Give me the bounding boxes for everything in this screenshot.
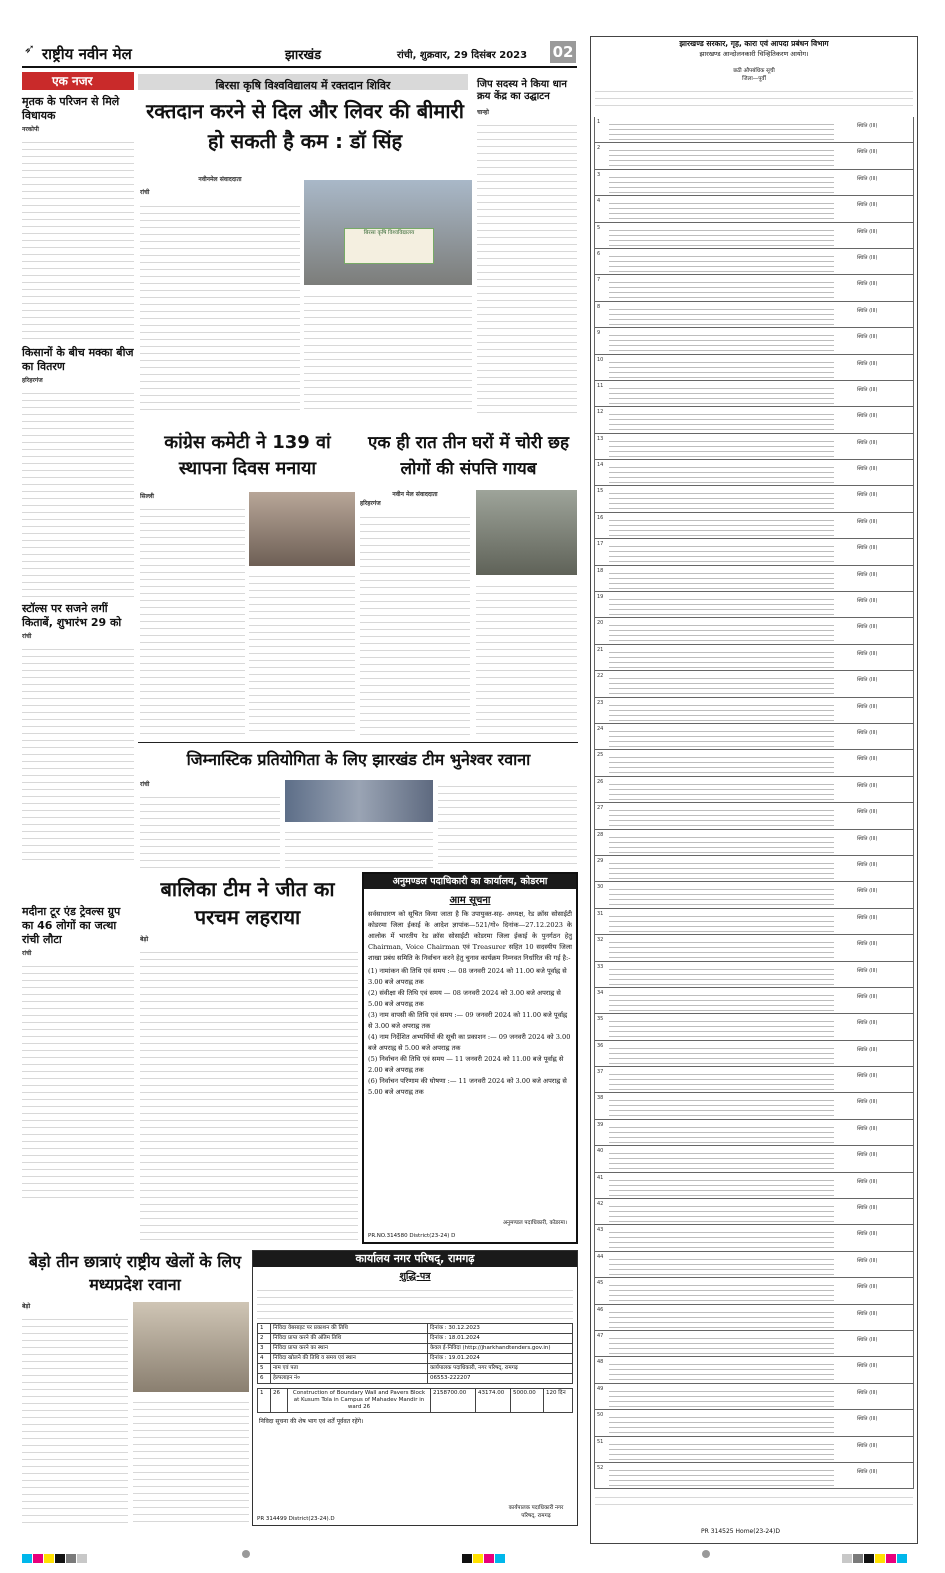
- list-serial: 6: [597, 250, 601, 257]
- article-photo: [285, 780, 433, 822]
- list-item: [594, 856, 914, 882]
- list-item: [594, 1463, 914, 1489]
- list-item: [594, 539, 914, 565]
- sidebar-item: [22, 346, 134, 601]
- list-item: [594, 1120, 914, 1146]
- list-item: [594, 143, 914, 169]
- article-headline: जिम्नास्टिक प्रतियोगिता के लिए झारखंड टीम भुनेश्वर रवाना: [186, 750, 531, 769]
- page-number: 02: [550, 41, 576, 63]
- list-serial: 12: [597, 409, 604, 416]
- article-dateline-place: चान्हो: [477, 109, 489, 116]
- list-item: [594, 698, 914, 724]
- list-district: जिला—पूर्वी: [742, 76, 766, 82]
- article-body: [22, 1302, 128, 1524]
- list-serial: 39: [597, 1121, 604, 1128]
- list-serial: 41: [597, 1174, 604, 1181]
- article-photo: [304, 180, 472, 285]
- list-status: स्थिति (III): [857, 545, 878, 552]
- list-item: [594, 513, 914, 539]
- sidebar-item-place: हरिहरगंज: [22, 377, 43, 384]
- notice-ramgarh: [252, 1250, 578, 1526]
- article-headline: बालिका टीम ने जीत का परचम लहराया: [160, 877, 335, 929]
- list-table: [594, 117, 914, 1497]
- article-photo: [249, 492, 355, 566]
- list-serial: 14: [597, 462, 604, 469]
- list-status: स्थिति (III): [857, 1020, 878, 1027]
- list-status: स्थिति (III): [857, 1231, 878, 1238]
- section-name: झारखंड: [285, 48, 322, 63]
- list-status: स्थिति (III): [857, 1363, 878, 1370]
- list-serial: 27: [597, 805, 604, 812]
- list-status: स्थिति (III): [857, 1125, 878, 1132]
- article-dateline-place: रांची: [140, 189, 150, 197]
- govt-subheader: झारखण्ड आन्दोलनकारी चिन्हितिकरण आयोग।: [699, 50, 809, 58]
- list-status: स्थिति (III): [857, 413, 878, 420]
- table-row: 5 नाम एवं पता कार्यपालक पदाधिकारी, नगर परिषद्, रामगढ़: [258, 1364, 573, 1374]
- list-status: स्थिति (III): [857, 729, 878, 736]
- list-status: स्थिति (III): [857, 492, 878, 499]
- list-item: [594, 1014, 914, 1040]
- list-status: स्थिति (III): [857, 439, 878, 446]
- article-body: [140, 935, 358, 1245]
- table-row: 4 निविदा खोलने की तिथि व समय एवं स्थान दिनांक : 19.01.2024: [258, 1354, 573, 1364]
- list-serial: 11: [597, 382, 604, 389]
- article-headline: कांग्रेस कमेटी ने 139 वां स्थापना दिवस मनाया: [164, 432, 331, 479]
- list-status: स्थिति (III): [857, 466, 878, 473]
- list-status: स्थिति (III): [857, 598, 878, 605]
- list-item: [594, 328, 914, 354]
- list-serial: 44: [597, 1253, 604, 1260]
- list-item: [594, 671, 914, 697]
- list-item: [594, 803, 914, 829]
- list-item: [594, 355, 914, 381]
- list-serial: 45: [597, 1280, 604, 1287]
- article-headline: जिप सदस्य ने किया धान क्रय केंद्र का उद्घाटन: [477, 79, 567, 102]
- list-status: स्थिति (III): [857, 809, 878, 816]
- list-item: [594, 645, 914, 671]
- table-row: 3 निविदा प्राप्त करने का स्थान केवल ई-निविदा (http://jharkhandtenders.gov.in): [258, 1344, 573, 1354]
- list-serial: 9: [597, 330, 601, 337]
- list-item: [594, 1041, 914, 1067]
- list-status: स्थिति (III): [857, 1310, 878, 1317]
- list-status: स्थिति (III): [857, 1073, 878, 1080]
- sidebar-item: [22, 95, 134, 345]
- sidebar-item: [22, 905, 134, 1199]
- sidebar-item-title: स्टॉल्स पर सजने लगीं किताबें, शुभारंभ 29 को: [22, 602, 122, 629]
- paper-name: राष्ट्रीय नवीन मेल: [42, 45, 132, 63]
- notice-pr-number: PR 314499 District(23-24).D: [257, 1516, 335, 1522]
- list-status: स्थिति (III): [857, 1257, 878, 1264]
- notice-signature: अनुमण्डल पदाधिकारी, कोडरमा।: [502, 1220, 568, 1226]
- list-item: [594, 1331, 914, 1357]
- list-item: [594, 1278, 914, 1304]
- list-serial: 20: [597, 620, 604, 627]
- list-serial: 22: [597, 673, 604, 680]
- list-status: स्थिति (III): [857, 967, 878, 974]
- list-item: [594, 460, 914, 486]
- table-row: 6 हेल्पलाइन नं० 06553-222207: [258, 1374, 573, 1384]
- list-item: [594, 592, 914, 618]
- list-serial: 18: [597, 567, 604, 574]
- notice-intro: सर्वसाधारण को सूचित किया जाता है कि उपायुक्त-सह- अध्यक्ष, रेड क्रॉस सोसाईटी कोडरमा जिला ईकाई के आदेश ज्ञापांक—521/गो० दिनांक—27.12.2023 के आलोक में भारतीय रेड क्रॉस सोसाईटी कोडरमा जिला ईकाई के पुनर्गठन हेतु Chairman, Voice Chairman एवं Treasurer सहित 10 सदस्यीय जिला शाखा प्रबंध समिति के निर्वाचन करने हेतु चुनाव कार्यक्रम निम्नवत निर्धारित की गई है:-: [368, 910, 572, 962]
- article-headline: एक ही रात तीन घरों में चोरी छह लोगों की संपत्ति गायब: [368, 433, 569, 479]
- list-status: स्थिति (III): [857, 1178, 878, 1185]
- list-serial: 51: [597, 1438, 604, 1445]
- article-body: [360, 490, 470, 737]
- article-dateline-place: रांची: [140, 781, 150, 788]
- list-item: [594, 724, 914, 750]
- table-row: 1 निविदा वेबसाइट पर प्रकाशन की तिथि दिनांक : 30.12.2023: [258, 1324, 573, 1334]
- list-serial: 3: [597, 171, 601, 178]
- list-status: स्थिति (III): [857, 677, 878, 684]
- list-item: [594, 275, 914, 301]
- notice-work-table: [257, 1388, 573, 1413]
- govt-list-page: [590, 36, 918, 1544]
- list-status: स्थिति (III): [857, 228, 878, 235]
- list-status: स्थिति (III): [857, 1468, 878, 1475]
- list-status: स्थिति (III): [857, 571, 878, 578]
- notice-office: अनुमण्डल पदाधिकारी का कार्यालय, कोडरमा: [364, 874, 576, 889]
- list-serial: 23: [597, 699, 604, 706]
- article-body: [285, 826, 433, 870]
- photo-banner: बिरसा कृषि विश्वविद्यालय: [344, 228, 434, 264]
- masthead: [22, 40, 577, 68]
- table-row: 1 26 Construction of Boundary Wall and Pavers Block at Kusum Tola in Campus of Mahadev Mandir in ward 26 2158700.00 43174.00 5000.00 120 दिन: [258, 1389, 573, 1413]
- list-item: [594, 434, 914, 460]
- list-serial: 30: [597, 884, 604, 891]
- list-serial: 46: [597, 1306, 604, 1313]
- list-serial: 16: [597, 514, 604, 521]
- list-status: स्थिति (III): [857, 1416, 878, 1423]
- list-item: [594, 1384, 914, 1410]
- list-item: [594, 196, 914, 222]
- article-dateline-place: बेड़ो: [22, 1303, 31, 1310]
- list-item: [594, 1410, 914, 1436]
- article-body: [304, 290, 472, 415]
- list-item: [594, 618, 914, 644]
- notice-title: आम सूचना: [449, 895, 491, 906]
- list-serial: 17: [597, 541, 604, 548]
- list-item: [594, 988, 914, 1014]
- list-item: [594, 1252, 914, 1278]
- list-item: [594, 486, 914, 512]
- list-status: स्थिति (III): [857, 307, 878, 314]
- sidebar-item-title: मदीना टूर एंड ट्रेवल्स ग्रुप का 46 लोगों का जत्था रांची लौटा: [22, 905, 121, 946]
- notice-signature: कार्यपालक पदाधिकारी नगर परिषद्, रामगढ़: [508, 1505, 564, 1519]
- list-status: स्थिति (III): [857, 861, 878, 868]
- list-status: स्थिति (III): [857, 993, 878, 1000]
- notice-title: शुद्धि-पत्र: [399, 1271, 431, 1282]
- list-item: [594, 117, 914, 143]
- list-status: स्थिति (III): [857, 703, 878, 710]
- list-status: स्थिति (III): [857, 1336, 878, 1343]
- list-status: स्थिति (III): [857, 254, 878, 261]
- list-status: स्थिति (III): [857, 1205, 878, 1212]
- list-item: [594, 223, 914, 249]
- list-status: स्थिति (III): [857, 650, 878, 657]
- sidebar-item-title: किसानों के बीच मक्का बीज का वितरण: [22, 346, 134, 373]
- list-status: स्थिति (III): [857, 334, 878, 341]
- govt-header: झारखण्ड सरकार, गृह, कारा एवं आपदा प्रबंधन विभाग: [679, 39, 829, 48]
- notice-pr-number: PR.NO.314580 District(23-24) D: [368, 1233, 456, 1239]
- list-item: [594, 1173, 914, 1199]
- list-item: [594, 909, 914, 935]
- list-serial: 28: [597, 831, 604, 838]
- list-item: [594, 1067, 914, 1093]
- list-serial: 47: [597, 1332, 604, 1339]
- article-photo: [476, 490, 577, 575]
- list-serial: 29: [597, 857, 604, 864]
- list-item: [594, 1225, 914, 1251]
- list-item: [594, 1357, 914, 1383]
- sidebar-item-title: मृतक के परिजन से मिले विधायक: [22, 95, 120, 122]
- list-serial: 7: [597, 277, 601, 284]
- list-serial: 37: [597, 1069, 604, 1076]
- article-body: [140, 175, 300, 415]
- list-item: [594, 777, 914, 803]
- list-item: [594, 407, 914, 433]
- list-item: [594, 830, 914, 856]
- list-serial: 34: [597, 989, 604, 996]
- list-status: स्थिति (III): [857, 1099, 878, 1106]
- list-item: [594, 1305, 914, 1331]
- list-status: स्थिति (III): [857, 281, 878, 288]
- list-serial: 38: [597, 1095, 604, 1102]
- article-body: [140, 780, 280, 870]
- notice-footer: निविदा सूचना की शेष भाग एवं शर्तें पूर्ववत रहेंगे।: [259, 1418, 364, 1425]
- notice-kodarma: [362, 872, 578, 1244]
- list-item: [594, 750, 914, 776]
- list-serial: 25: [597, 752, 604, 759]
- list-status: स्थिति (III): [857, 1152, 878, 1159]
- sidebar-item-place: रांची: [22, 633, 32, 640]
- list-status: स्थिति (III): [857, 1389, 878, 1396]
- list-status: स्थिति (III): [857, 360, 878, 367]
- list-status: स्थिति (III): [857, 624, 878, 631]
- list-status: स्थिति (III): [857, 835, 878, 842]
- sidebar-tab: [22, 72, 134, 90]
- list-serial: 1: [597, 119, 601, 125]
- list-item: [594, 962, 914, 988]
- notice-schedule-item: (1) नामांकन की तिथि एवं समय :— 08 जनवरी 2024 को 11.00 बजे पूर्वाह्न से 3.00 बजे अपराह्न तक: [368, 967, 567, 986]
- list-serial: 40: [597, 1148, 604, 1155]
- list-title: छठी औपबंधिक सूची: [733, 68, 775, 74]
- govt-pr-number: PR 314525 Home(23-24)D: [701, 1528, 780, 1535]
- list-serial: 36: [597, 1042, 604, 1049]
- notice-schedule-item: (4) नाम निर्देशित अभ्यर्थियों की सूची का प्रकाशन :— 09 जनवरी 2024 को 3.00 बजे अपराह्न से 5.00 बजे अपराह्न तक: [368, 1033, 571, 1052]
- article-kicker: बिरसा कृषि विश्वविद्यालय में रक्तदान शिविर: [138, 74, 468, 90]
- article-body: [140, 492, 245, 739]
- list-status: स्थिति (III): [857, 175, 878, 182]
- list-item: [594, 1199, 914, 1225]
- list-item: [594, 381, 914, 407]
- notice-schedule-item: (6) निर्वाचन परिणाम की घोषणा :— 11 जनवरी 2024 को 3.00 बजे अपराह्न से 5.00 बजे अपराह्न तक: [368, 1077, 567, 1096]
- sidebar-tab-label: एक नजर: [52, 74, 93, 88]
- sidebar-item: [22, 602, 134, 862]
- list-item: [594, 1437, 914, 1463]
- list-item: [594, 882, 914, 908]
- list-serial: 32: [597, 937, 604, 944]
- list-item: [594, 566, 914, 592]
- list-item: [594, 1146, 914, 1172]
- list-serial: 2: [597, 145, 601, 152]
- list-serial: 10: [597, 356, 604, 363]
- paper-logo-icon: ➶: [24, 42, 35, 57]
- list-status: स्थिति (III): [857, 1046, 878, 1053]
- article-body: [476, 580, 577, 737]
- list-serial: 49: [597, 1385, 604, 1392]
- list-status: स्थिति (III): [857, 914, 878, 921]
- article-body: [477, 108, 577, 418]
- list-status: स्थिति (III): [857, 756, 878, 763]
- article-body: [133, 1396, 249, 1524]
- list-serial: 43: [597, 1227, 604, 1234]
- list-status: स्थिति (III): [857, 123, 878, 129]
- list-status: स्थिति (III): [857, 782, 878, 789]
- article-byline: नवीन मेल संवाददाता: [392, 491, 438, 498]
- article-dateline-place: सिल्ली: [140, 493, 154, 500]
- article-body: [438, 780, 577, 870]
- list-serial: 8: [597, 303, 601, 310]
- list-serial: 13: [597, 435, 604, 442]
- list-serial: 4: [597, 198, 601, 205]
- list-serial: 24: [597, 725, 604, 732]
- list-serial: 19: [597, 594, 604, 601]
- article-photo: [133, 1302, 249, 1392]
- article-byline: नवीनमेल संवाददाता: [198, 176, 242, 183]
- list-serial: 33: [597, 963, 604, 970]
- table-row: 2 निविदा प्राप्त करने की अंतिम तिथि दिनांक : 18.01.2024: [258, 1334, 573, 1344]
- notice-schedule-item: (2) संवीक्षा की तिथि एवं समय — 08 जनवरी 2024 को 3.00 बजे अपराह्न से 5.00 बजे अपराह्न तक: [368, 989, 561, 1008]
- list-serial: 48: [597, 1359, 604, 1366]
- list-serial: 42: [597, 1201, 604, 1208]
- list-serial: 31: [597, 910, 604, 917]
- list-status: स्थिति (III): [857, 1442, 878, 1449]
- notice-schedule-item: (5) निर्वाचन की तिथि एवं समय — 11 जनवरी 2024 को 11.00 बजे पूर्वाह्न से 2.00 बजे अपराह्न तक: [368, 1055, 564, 1074]
- notice-date-table: [257, 1323, 573, 1384]
- list-serial: 35: [597, 1016, 604, 1023]
- list-item: [594, 1093, 914, 1119]
- registration-strip: [22, 1548, 920, 1560]
- list-item: [594, 935, 914, 961]
- sidebar-item-place: रांची: [22, 950, 32, 957]
- list-serial: 26: [597, 778, 604, 785]
- article-dateline-place: बेड़ो: [140, 936, 149, 943]
- list-status: स्थिति (III): [857, 202, 878, 209]
- notice-office: कार्यालय नगर परिषद्, रामगढ़: [253, 1251, 577, 1267]
- list-status: स्थिति (III): [857, 888, 878, 895]
- list-serial: 50: [597, 1412, 604, 1419]
- article-dateline-place: हरिहरगंज: [360, 500, 381, 508]
- list-status: स्थिति (III): [857, 149, 878, 156]
- list-status: स्थिति (III): [857, 518, 878, 525]
- article-headline: रक्तदान करने से दिल और लिवर की बीमारी हो सकती है कम : डॉ सिंह: [146, 99, 464, 153]
- list-item: [594, 302, 914, 328]
- dateline: रांची, शुक्रवार, 29 दिसंबर 2023: [397, 50, 528, 61]
- article-body: [249, 570, 355, 737]
- list-status: स्थिति (III): [857, 941, 878, 948]
- list-serial: 21: [597, 646, 604, 653]
- list-status: स्थिति (III): [857, 386, 878, 393]
- list-item: [594, 249, 914, 275]
- article-headline: बेड़ो तीन छात्राएं राष्ट्रीय खेलों के लिए मध्यप्रदेश रवाना: [28, 1252, 242, 1294]
- list-item: [594, 170, 914, 196]
- notice-schedule-item: (3) नाम वापसी की तिथि एवं समय :— 09 जनवरी 2024 को 11.00 बजे पूर्वाह्न से 3.00 बजे अपराह्न तक: [368, 1011, 568, 1030]
- list-serial: 52: [597, 1464, 604, 1471]
- list-serial: 5: [597, 224, 601, 231]
- sidebar-item-place: नरकोपी: [22, 126, 39, 133]
- list-serial: 15: [597, 488, 604, 495]
- list-status: स्थिति (III): [857, 1284, 878, 1291]
